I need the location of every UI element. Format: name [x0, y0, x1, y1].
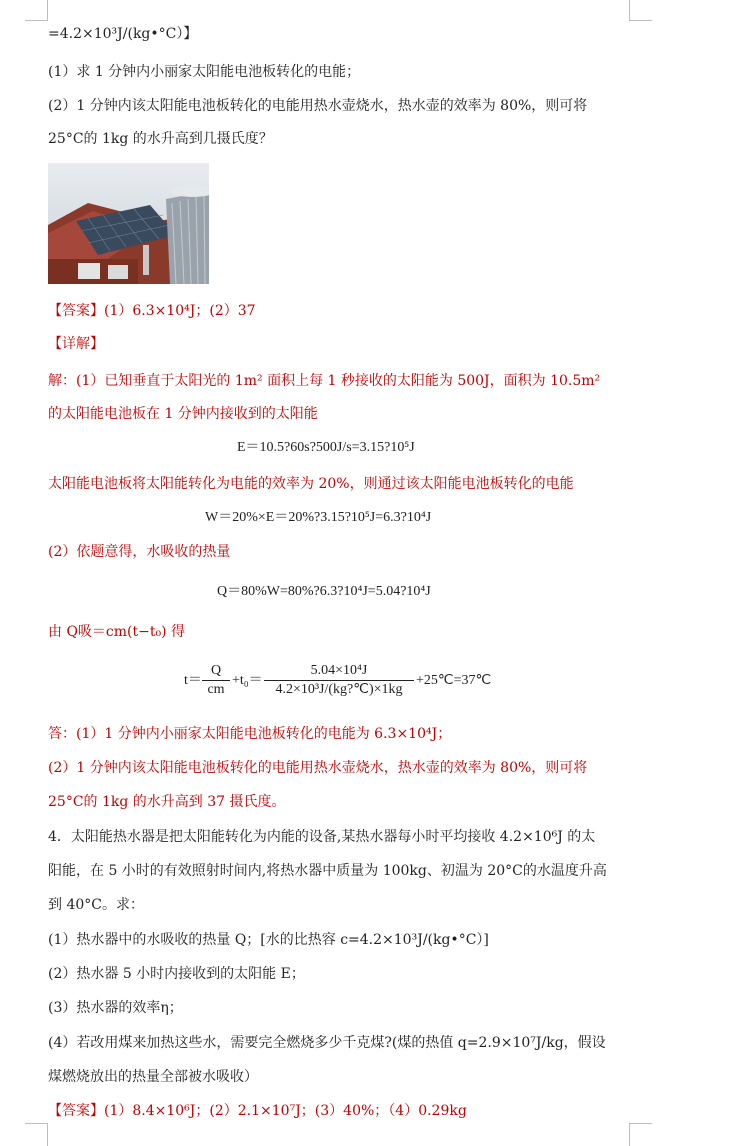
conclusion-2a: (2）1 分钟内该太阳能电池板转化的电能用热水壶烧水，热水壶的效率为 80%，则可将	[48, 760, 588, 776]
problem-4-question-4b: 煤燃烧放出的热量全部被水吸收）	[48, 1069, 258, 1085]
eq-t-fraction-2-numerator: 5.04×10⁴J	[264, 662, 414, 681]
problem-4-question-3: (3）热水器的效率η；	[48, 1000, 183, 1016]
eq-t-right: +25℃=37℃	[416, 673, 492, 688]
problem-4-question-2: (2）热水器 5 小时内接收到的太阳能 E；	[48, 966, 305, 982]
solution-line-3: (2）依题意得，水吸收的热量	[48, 544, 231, 560]
eq-t-fraction-2-denominator: 4.2×10³J/(kg?℃)×1kg	[275, 682, 403, 697]
detail-tag: 【详解】	[48, 336, 104, 352]
question-2-line-2: 25°C的 1kg 的水升高到几摄氏度？	[48, 131, 273, 147]
solution-line-1a: 解：(1）已知垂直于太阳光的 1m² 面积上每 1 秒接收的太阳能为 500J，面积为 10.5m²	[48, 373, 601, 389]
solar-roof-photo	[48, 163, 209, 284]
answer-tag: 【答案】	[48, 303, 104, 319]
solar-roof-illustration	[48, 163, 209, 284]
page-corner-mark-bottom-right	[629, 1123, 652, 1146]
conclusion-1: 答：(1）1 分钟内小丽家太阳能电池板转化的电能为 6.3×10⁴J；	[48, 726, 452, 742]
eq-t-mid: +t₀＝	[232, 673, 263, 688]
page-corner-mark-top-left	[25, 0, 48, 21]
answer-line	[48, 301, 256, 321]
page-corner-mark-bottom-left	[25, 1123, 48, 1146]
eq-t-fraction-1-numerator: Q	[202, 662, 230, 681]
answer-2-tag: 【答案】	[48, 1103, 104, 1119]
eq-t-left: t＝	[184, 673, 202, 688]
solution-line-1b: 的太阳能电池板在 1 分钟内接收到的太阳能	[48, 406, 318, 422]
equation-energy: E＝10.5?60s?500J/s=3.15?10⁵J	[237, 440, 415, 455]
eq-t-fraction-2	[264, 662, 414, 699]
eq-t-fraction-1-denominator: cm	[207, 682, 225, 697]
problem-4-question-4a: (4）若改用煤来加热这些水，需要完全燃烧多少千克煤?(煤的热值 q=2.9×10⁷J/kg，假设	[48, 1035, 606, 1051]
solution-line-4: 由 Q吸＝cm(t−t₀) 得	[48, 624, 186, 640]
problem-4-line-1: 4．太阳能热水器是把太阳能转化为内能的设备,某热水器每小时平均接收 4.2×10⁶J 的太	[48, 829, 596, 845]
answer-2-text: (1）8.4×10⁶J；(2）2.1×10⁷J；(3）40%；（4）0.29kg	[104, 1103, 467, 1119]
problem-4-line-3: 到 40°C。求：	[48, 897, 144, 913]
equation-electric-work: W＝20%×E＝20%?3.15?10⁵J=6.3?10⁴J	[205, 510, 432, 525]
answer-text: (1）6.3×10⁴J；(2）37	[104, 303, 256, 319]
equation-heat: Q＝80%W=80%?6.3?10⁴J=5.04?10⁴J	[217, 584, 431, 599]
conclusion-2b: 25°C的 1kg 的水升高到 37 摄氏度。	[48, 794, 286, 810]
question-1: (1）求 1 分钟内小丽家太阳能电池板转化的电能；	[48, 64, 361, 80]
eq-t-fraction-1	[202, 662, 230, 699]
problem-4-line-2: 阳能，在 5 小时的有效照射时间内,将热水器中质量为 100kg、初温为 20°C的水温度升高	[48, 863, 607, 879]
problem-4-question-1: (1）热水器中的水吸收的热量 Q；[水的比热容 c=4.2×10³J/(kg•°C）]	[48, 932, 489, 948]
page-corner-mark-top-right	[629, 0, 652, 21]
answer-2-line	[48, 1101, 467, 1121]
top-formula: =4.2×10³J/(kg•°C）】	[48, 26, 198, 42]
question-2-line-1: (2）1 分钟内该太阳能电池板转化的电能用热水壶烧水，热水壶的效率为 80%，则可将	[48, 98, 588, 114]
solution-line-2: 太阳能电池板将太阳能转化为电能的效率为 20%，则通过该太阳能电池板转化的电能	[48, 476, 574, 492]
